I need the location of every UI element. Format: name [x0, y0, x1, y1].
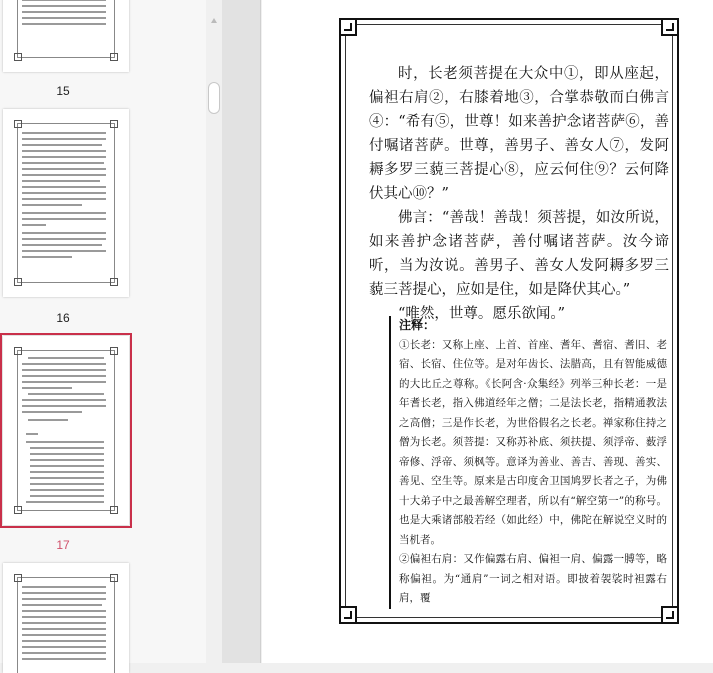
page-thumbnail-16[interactable] [3, 109, 129, 297]
page-number-15: 15 [56, 84, 70, 98]
corner-ornament-icon [339, 606, 357, 624]
scroll-up-arrow-icon[interactable] [211, 18, 217, 23]
thumbnail-frame [17, 350, 115, 511]
thumbnail-sidebar [0, 0, 206, 663]
notes-section [389, 316, 667, 609]
corner-ornament-icon [339, 18, 357, 36]
paragraph: 佛言：“善哉！善哉！须菩提，如汝所说，如来善护念诸菩萨，善付嘱诸菩萨。汝今谛听，当为汝说。善男子、善女人发阿耨多罗三藐三菩提心，应如是住，如是降伏其心。” [369, 210, 669, 298]
thumbnail-frame [17, 577, 115, 673]
note-item: ①长老：又称上座、上首、首座、耆年、耆宿、耆旧、老宿、长宿、住位等。是对年齿长、法腊高，且有智能威德的大比丘之尊称。《长阿含·众集经》列举三种长老：一是年耆长老，指入佛道经年之僧；二是法长老，指精通教法之高僧；三是作长老，为世俗假名之长老。禅家称住持之僧为长老。须菩提：又称苏补底、须扶提、须浮帝、薮浮帝修、浮帝、须枫等。意译为善业、善吉、善现、善实、善见、空生等。原来是古印度舍卫国鸠罗长者之子，为佛十大弟子中之最善解空理者，所以有“解空第一”的称号。也是大乘诸部般若经（如此经）中，佛陀在解说空义时的当机者。 [399, 338, 667, 546]
document-page [262, 0, 713, 663]
paragraph: 时，长老须菩提在大众中①，即从座起，偏袒右肩②，右膝着地③，合掌恭敬而白佛言④：“希有⑤，世尊！如来善护念诸菩萨⑥，善付嘱诸菩萨。世尊，善男子、善女人⑦，发阿耨多罗三藐三菩提心⑧，应云何住⑨？云何降伏其心⑩？” [369, 66, 669, 202]
page-thumbnail-18[interactable] [3, 563, 129, 673]
thumbnail-frame [17, 123, 115, 283]
page-thumbnail-17[interactable] [3, 336, 129, 525]
note-item: ②偏袒右肩：又作偏露右肩、偏袒一肩、偏露一膊等，略称偏袒。为“通肩”一词之相对语。即披着袈裟时袒露右肩，覆 [399, 553, 667, 604]
page-number-17: 17 [56, 538, 70, 552]
page-thumbnail-15[interactable] [3, 0, 129, 72]
thumbnail-frame [17, 0, 115, 58]
corner-ornament-icon [661, 606, 679, 624]
thumbnail-scrollbar[interactable] [206, 0, 222, 663]
corner-ornament-icon [661, 18, 679, 36]
panel-divider[interactable] [222, 0, 261, 663]
scrollbar-thumb[interactable] [208, 82, 220, 114]
page-number-16: 16 [56, 311, 70, 325]
notes-title: 注释： [399, 318, 436, 332]
page-border [339, 18, 679, 624]
paragraph: “唯然，世尊。愿乐欲闻。” [398, 306, 566, 322]
main-text [369, 62, 669, 326]
